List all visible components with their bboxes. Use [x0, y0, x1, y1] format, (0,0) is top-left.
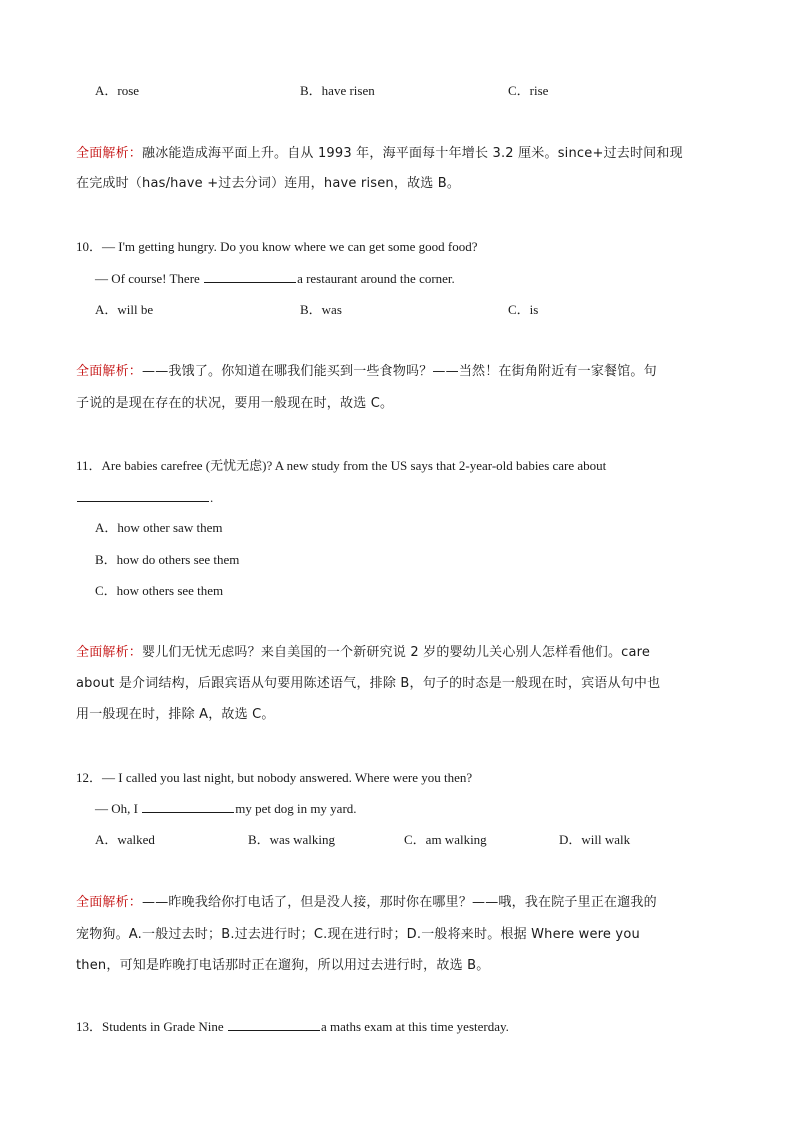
- q12-analysis-line2: 宠物狗。A.一般过去时；B.过去进行时；C.现在进行时；D.一般将来时。根据 Where were you: [76, 927, 640, 942]
- q12-analysis-line1: [76, 894, 657, 912]
- q10-option-a: A．will be: [95, 302, 154, 317]
- q13-text-before: 13．Students in Grade Nine: [76, 1019, 227, 1034]
- analysis-label: 全面解析：: [76, 645, 143, 660]
- q9-analysis-line1: [76, 145, 683, 163]
- q12-stem-line1: 12．— I called you last night, but nobody answered. Where were you then?: [76, 770, 473, 785]
- q10-text-before: — Of course! There: [95, 271, 204, 286]
- q11-stem-line1: [76, 457, 606, 475]
- q13-stem-line1: [76, 1018, 509, 1036]
- q9-analysis-line2: 在完成时（has/have +过去分词）连用，have risen，故选 B。: [76, 176, 461, 191]
- q12-option-b: B．was walking: [248, 832, 336, 847]
- q11-analysis-line1: [76, 644, 650, 662]
- q10-option-b: B．was: [300, 302, 342, 317]
- q12-option-a: A．walked: [95, 832, 155, 847]
- analysis-label: 全面解析：: [76, 364, 143, 379]
- answer-blank: [142, 800, 234, 813]
- q10-stem-line1: 10．— I'm getting hungry. Do you know where we can get some good food?: [76, 239, 478, 254]
- q11-stem-line2: [76, 489, 213, 507]
- q10-analysis-line2: 子说的是现在存在的状况，要用一般现在时，故选 C。: [76, 396, 394, 411]
- q11-text: 11．Are babies carefree (无忧无虑)? A new study from the US says that 2-year-old babies care about: [76, 458, 607, 473]
- q12-text-after: my pet dog in my yard.: [235, 801, 357, 816]
- q12-stem-line2: [95, 800, 357, 818]
- answer-blank: [77, 489, 209, 502]
- q9-option-b: B．have risen: [300, 83, 375, 98]
- analysis-text: ——昨晚我给你打电话了，但是没人接，那时你在哪里？——哦，我在院子里正在遛我的: [142, 895, 657, 910]
- analysis-text: 婴儿们无忧无虑吗？来自美国的一个新研究说 2 岁的婴幼儿关心别人怎样看他们。care: [142, 645, 651, 660]
- q12-text-before: — Oh, I: [95, 801, 142, 816]
- q11-option-a: A．how other saw them: [95, 520, 223, 535]
- q10-analysis-line1: [76, 363, 657, 381]
- q10-option-c: C．is: [508, 302, 539, 317]
- q9-option-a: A．rose: [95, 83, 140, 98]
- analysis-text: 融冰能造成海平面上升。自从 1993 年，海平面每十年增长 3.2 厘米。since+过去时间和现: [142, 146, 683, 161]
- analysis-label: 全面解析：: [76, 895, 143, 910]
- q13-text-after: a maths exam at this time yesterday.: [320, 1019, 509, 1034]
- q9-option-c: C．rise: [508, 83, 549, 98]
- q12-option-c: C．am walking: [404, 832, 487, 847]
- q11-text-after: .: [210, 490, 214, 505]
- q12-option-d: D．will walk: [559, 832, 631, 847]
- q11-analysis-line2: about 是介词结构，后跟宾语从句要用陈述语气，排除 B，句子的时态是一般现在时，宾语从句中也: [76, 676, 661, 691]
- answer-blank: [228, 1018, 320, 1031]
- answer-blank: [204, 270, 296, 283]
- q11-option-c: C．how others see them: [95, 583, 224, 598]
- q10-text-after: a restaurant around the corner.: [297, 271, 455, 286]
- q11-analysis-line3: 用一般现在时，排除 A，故选 C。: [76, 707, 275, 722]
- q12-analysis-line3: then，可知是昨晚打电话那时正在遛狗，所以用过去进行时，故选 B。: [76, 958, 490, 973]
- analysis-label: 全面解析：: [76, 146, 143, 161]
- q11-option-b: B．how do others see them: [95, 552, 240, 567]
- q10-stem-line2: [95, 270, 455, 288]
- analysis-text: ——我饿了。你知道在哪我们能买到一些食物吗？——当然！在街角附近有一家餐馆。句: [142, 364, 657, 379]
